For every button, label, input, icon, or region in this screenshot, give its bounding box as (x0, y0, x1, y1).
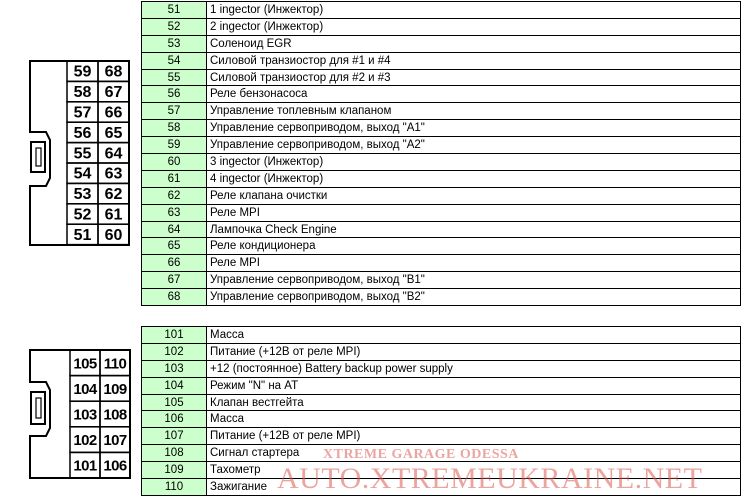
pin-description-cell: Лампочка Check Engine (207, 221, 741, 238)
pin-row (142, 103, 741, 120)
connector-pin-label: 105 (73, 355, 97, 373)
connector-pin-label: 63 (104, 165, 123, 183)
connector-pin-label: 103 (73, 406, 97, 424)
pin-row (142, 462, 741, 479)
pin-number-cell: 105 (142, 394, 207, 411)
pin-row (142, 35, 741, 52)
connector-pin-label: 56 (73, 124, 92, 142)
pin-description-cell: Зажигание (207, 479, 741, 496)
connector-pin-label: 101 (73, 457, 97, 475)
pin-number-cell: 68 (142, 289, 207, 306)
pin-row (142, 377, 741, 394)
pin-description-cell: Клапан вестгейта (207, 394, 741, 411)
pin-number-cell: 60 (142, 154, 207, 171)
connector-pin-label: 62 (104, 186, 123, 204)
pin-description-cell: Управление сервоприводом, выход "A2" (207, 137, 741, 154)
pin-number-cell: 59 (142, 137, 207, 154)
pin-description-cell: Реле бензонасоса (207, 86, 741, 103)
pin-number-cell: 102 (142, 343, 207, 360)
pin-description-cell: Управление сервоприводом, выход "A1" (207, 120, 741, 137)
pin-description-cell: Тахометр (207, 462, 741, 479)
pin-row (142, 187, 741, 204)
pin-row (142, 255, 741, 272)
pin-row (142, 154, 741, 171)
pin-row (142, 18, 741, 35)
connector-pin-label: 68 (104, 63, 123, 81)
pin-description-cell: Сигнал стартера (207, 445, 741, 462)
connector-pin-label: 106 (103, 457, 127, 475)
pin-number-cell: 61 (142, 170, 207, 187)
pin-description-cell: 4 ingector (Инжектор) (207, 170, 741, 187)
connector-top-svg (28, 58, 133, 248)
watermark-line1: XTREME GARAGE ODESSA (323, 447, 519, 462)
pin-row (142, 272, 741, 289)
pin-row (142, 137, 741, 154)
pin-row (142, 2, 741, 19)
connector-pin-label: 57 (73, 104, 92, 122)
connector-pin-label: 108 (103, 406, 127, 424)
pin-description-cell: Реле MPI (207, 255, 741, 272)
connector-pin-label: 59 (73, 63, 92, 81)
pin-row (142, 170, 741, 187)
pin-number-cell: 103 (142, 360, 207, 377)
connector-pin-label: 104 (73, 380, 97, 398)
pin-row (142, 221, 741, 238)
pin-description-cell: Режим "N" на AT (207, 377, 741, 394)
connector-pin-label: 66 (104, 104, 123, 122)
pin-number-cell: 67 (142, 272, 207, 289)
pin-description-cell: Реле клапана очистки (207, 187, 741, 204)
connector-pin-label: 53 (73, 186, 92, 204)
pin-row (142, 204, 741, 221)
pin-row (142, 69, 741, 86)
pin-number-cell: 64 (142, 221, 207, 238)
connector-pin-label: 55 (73, 145, 92, 163)
pin-row (142, 360, 741, 377)
pin-description-cell: Силовой транзиостор для #1 и #4 (207, 52, 741, 69)
connector-pin-label: 58 (73, 84, 92, 102)
pin-row (142, 327, 741, 344)
pin-number-cell: 104 (142, 377, 207, 394)
pin-description-cell: Силовой транзиостор для #2 и #3 (207, 69, 741, 86)
pin-number-cell: 54 (142, 52, 207, 69)
pin-description-cell: Управление сервоприводом, выход "B2" (207, 289, 741, 306)
connector-pin-label: 52 (73, 206, 92, 224)
pin-number-cell: 106 (142, 411, 207, 428)
connector-pin-label: 61 (104, 206, 123, 224)
pin-number-cell: 63 (142, 204, 207, 221)
connector-pin-label: 60 (104, 226, 123, 244)
pin-description-cell: Управление топлевным клапаном (207, 103, 741, 120)
pin-row (142, 52, 741, 69)
pin-description-cell: 2 ingector (Инжектор) (207, 18, 741, 35)
pin-row (142, 289, 741, 306)
pin-description-cell: +12 (постоянное) Battery backup power supply (207, 360, 741, 377)
pin-description-cell: Масса (207, 327, 741, 344)
pin-number-cell: 101 (142, 327, 207, 344)
pin-description-cell: Управление сервоприводом, выход "B1" (207, 272, 741, 289)
pin-description-cell: Реле MPI (207, 204, 741, 221)
pin-number-cell: 66 (142, 255, 207, 272)
connector-diagram-bottom (28, 348, 133, 485)
connector-pin-label: 110 (103, 355, 127, 373)
pin-description-cell: Реле кондиционера (207, 238, 741, 255)
pin-row (142, 343, 741, 360)
pin-description-cell: Соленоид EGR (207, 35, 741, 52)
pin-row (142, 120, 741, 137)
pin-table-top (141, 1, 741, 306)
connector-pin-label: 109 (103, 380, 127, 398)
pin-description-cell: 3 ingector (Инжектор) (207, 154, 741, 171)
connector-pin-label: 107 (103, 432, 127, 450)
connector-bottom-svg (28, 348, 133, 480)
pin-number-cell: 108 (142, 445, 207, 462)
pin-number-cell: 56 (142, 86, 207, 103)
connector-diagram-top (28, 58, 133, 253)
pin-number-cell: 109 (142, 462, 207, 479)
pin-table-bottom (141, 326, 741, 496)
pin-row (142, 411, 741, 428)
watermark-line2: AUTO.XTREMEUKRAINE.NET (277, 462, 703, 495)
pin-row (142, 238, 741, 255)
pin-description-cell: Питание (+12B от реле MPI) (207, 343, 741, 360)
pin-number-cell: 53 (142, 35, 207, 52)
pin-number-cell: 110 (142, 479, 207, 496)
pin-number-cell: 62 (142, 187, 207, 204)
pin-row (142, 394, 741, 411)
connector-pin-label: 51 (73, 226, 92, 244)
pin-row (142, 479, 741, 496)
connector-pin-label: 67 (104, 84, 123, 102)
pin-row (142, 445, 741, 462)
pin-row (142, 86, 741, 103)
pin-number-cell: 51 (142, 2, 207, 19)
pin-number-cell: 52 (142, 18, 207, 35)
pin-description-cell: 1 ingector (Инжектор) (207, 2, 741, 19)
connector-pin-label: 102 (73, 432, 97, 450)
connector-pin-label: 64 (104, 145, 123, 163)
pin-number-cell: 58 (142, 120, 207, 137)
pin-description-cell: Питание (+12B от реле MPI) (207, 428, 741, 445)
pin-description-cell: Масса (207, 411, 741, 428)
pin-number-cell: 55 (142, 69, 207, 86)
pin-number-cell: 107 (142, 428, 207, 445)
pin-number-cell: 57 (142, 103, 207, 120)
connector-pin-label: 54 (73, 165, 92, 183)
connector-pin-label: 65 (104, 124, 123, 142)
pin-row (142, 428, 741, 445)
pin-number-cell: 65 (142, 238, 207, 255)
